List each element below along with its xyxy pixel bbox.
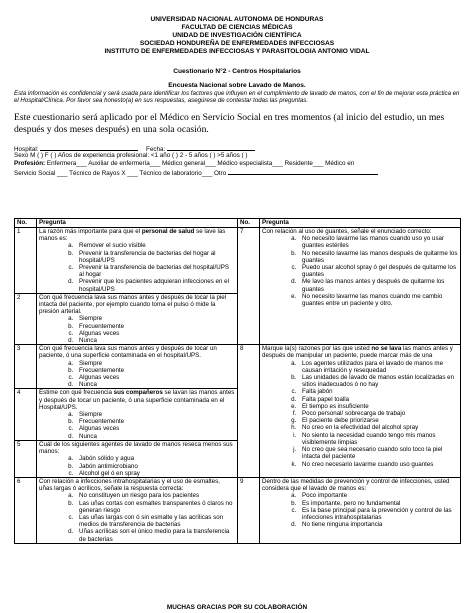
question-text-emphasis: sus compañeros <box>113 389 163 397</box>
question-text-end: se lave las manos es: <box>39 228 226 243</box>
question-number: 2 <box>15 293 37 344</box>
question-text <box>262 478 458 492</box>
question-text <box>39 478 235 492</box>
answer-option[interactable]: c. Falta jabón <box>298 388 458 395</box>
question-cell <box>260 228 461 345</box>
answer-option[interactable]: a. No constituyen un riesgo para los pacientes <box>75 492 235 499</box>
question-text-end: las manos antes y después de manipular un paciente, puede marcar más de una <box>262 345 453 360</box>
question-text-emphasis: no se lava <box>371 345 402 353</box>
question-text-start: La razón más importante para que el <box>39 228 142 235</box>
answer-option[interactable]: b. Frecuentemente <box>75 418 235 425</box>
question-number: 6 <box>15 477 37 543</box>
answer-option[interactable]: d. Nunca <box>75 337 235 344</box>
answer-options <box>262 360 458 468</box>
header-no-left: No. <box>15 219 37 228</box>
question-text-emphasis: personal de salud <box>141 228 195 235</box>
answer-option[interactable]: c. Algunas veces <box>75 330 235 337</box>
question-cell <box>260 477 461 543</box>
answer-option[interactable]: a. Siempre <box>75 360 235 367</box>
question-cell <box>260 345 461 478</box>
table-header-row <box>15 219 461 228</box>
answer-option[interactable]: b. No necesito lavarme las manos después de quitarme los guantes <box>298 250 458 264</box>
header-pregunta-right: Pregunta <box>260 219 461 228</box>
answer-option[interactable]: i. No siento la necesidad cuando tengo mis manos visiblemente limpias <box>298 432 458 446</box>
profesion-label: Profesión: <box>14 160 46 167</box>
answer-option[interactable]: d. Nunca <box>75 381 235 388</box>
hospital-field[interactable] <box>40 144 138 151</box>
otro-field[interactable] <box>228 168 378 175</box>
question-cell <box>37 389 238 440</box>
question-number: 7 <box>238 228 260 345</box>
answer-option[interactable]: c. Algunas veces <box>75 425 235 432</box>
header-line-4: SOCIEDAD HONDUREÑA DE ENFERMEDADES INFECCIOSAS <box>139 40 335 47</box>
question-text <box>39 389 235 411</box>
answer-option[interactable]: g. El paciente debe priorizarse <box>298 417 458 424</box>
answer-option[interactable]: a. Siempre <box>75 411 235 418</box>
answer-option[interactable]: h. No creo en la efectividad del alcohol spray <box>298 424 458 431</box>
question-text-start: Con qué frecuencia lava sus manos antes y después de tocar un paciente, ó una superficie contaminada en el hospital/UPS. <box>39 345 217 360</box>
answer-option[interactable]: c. Alcohol gel ó en spray <box>75 470 235 477</box>
answer-options <box>39 492 235 542</box>
answer-option[interactable]: b. Jabón antimicrobiano <box>75 463 235 470</box>
answer-options <box>39 455 235 477</box>
question-number: 1 <box>15 228 37 294</box>
question-text <box>39 441 235 455</box>
footer-thanks: MUCHAS GRACIAS POR SU COLABORACIÓN <box>166 604 308 611</box>
answer-option[interactable]: d. Uñas acrílicas son el único medio para la transferencia de bacterias <box>75 528 235 542</box>
answer-option[interactable]: b. Prevenir la transferencia de bacterias del hogar al hospital/UPS <box>75 250 235 264</box>
answer-option[interactable]: a. Remover el sucio visible <box>75 242 235 249</box>
answer-option[interactable]: d. Nunca <box>75 433 235 440</box>
answer-options <box>39 411 235 440</box>
question-text <box>39 345 235 359</box>
survey-title: Encuesta Nacional sobre Lavado de Manos. <box>168 82 306 89</box>
answer-option[interactable]: d. Prevenir que los pacientes adquieran infecciones en el hospital/UPS <box>75 278 235 292</box>
question-text <box>262 228 458 235</box>
question-number: 5 <box>15 440 37 477</box>
answer-option[interactable]: a. No necesito lavarme las manos cuando uso yo usar guantes estériles <box>298 235 458 249</box>
question-cell <box>37 228 238 294</box>
question-cell <box>37 440 238 477</box>
answer-option[interactable]: a. Jabón sólido y agua <box>75 455 235 462</box>
answer-option[interactable]: f. Poco personal/ sobrecarga de trabajo <box>298 410 458 417</box>
answer-option[interactable]: a. Siempre <box>75 315 235 322</box>
question-text-start: Marque la(s) razones por las que usted <box>262 345 372 353</box>
header-line-5: INSTITUTO DE ENFERMEDADES INFECCIOSAS Y PARASITOLOGIA ANTONIO VIDAL <box>104 48 370 55</box>
fecha-label: Fecha: <box>146 146 166 153</box>
table-row <box>15 477 461 543</box>
table-row <box>15 228 461 294</box>
answer-option[interactable]: c. Las uñas largas con ó sin esmalte y las acrílicas son medios de transferencia de bacterias <box>75 514 235 528</box>
answer-option[interactable]: b. Las uñas cortas con esmaltes transparentes ó claros no generan riesgo <box>75 500 235 514</box>
servicio-line <box>14 168 464 178</box>
question-text-start: Con relación al uso de guantes, señale el enunciado correcto: <box>262 228 432 235</box>
lead-text: Este cuestionario será aplicado por el Médico en Servicio Social en tres momentos (al inicio del estudio, un mes después y dos meses después) en una sola ocasión. <box>14 112 445 135</box>
answer-option[interactable]: j. No creo que sea necesario cuando solo toco la piel intacta del paciente <box>298 446 458 460</box>
sexo-line: Sexo M ( ) F ( ) Años de experiencia profesional: <1 año ( ) 2 - 5 años ( ) >5 años ( ) <box>14 152 248 159</box>
question-text-start: Con qué frecuencia lava sus manos antes y después de tocar la piel intacta del paciente, por ejemplo cuando toma el pulso ó mide la presión arterial. <box>39 293 227 316</box>
question-text-start: Cuál de los siguientes agentes de lavado de manos reseca menos sus manos: <box>39 440 233 456</box>
table-row <box>15 345 461 389</box>
answer-option[interactable]: c. Puedo usar alcohol spray ó gel después de quitarme los guantes <box>298 264 458 278</box>
answer-options <box>262 235 458 307</box>
answer-option[interactable]: k. No creo necesario lavarme cuando uso guantes <box>298 461 458 468</box>
question-number: 3 <box>15 345 37 389</box>
header-line-1: UNIVERSIDAD NACIONAL AUTONOMA DE HONDURAS <box>150 16 324 23</box>
question-text <box>39 228 235 242</box>
header-pregunta-left: Pregunta <box>37 219 238 228</box>
answer-options <box>262 492 458 528</box>
question-cell <box>37 293 238 344</box>
question-text-start: Con relación a infecciones intrahospitalarias y el uso de esmaltes, uñas largas ó acrílicos, señale la respuesta correcta: <box>39 477 220 493</box>
answer-option[interactable]: c. Prevenir la transferencia de bacterias del hospital/UPS al hogar <box>75 264 235 278</box>
answer-option[interactable]: c. Algunas veces <box>75 374 235 381</box>
question-text <box>262 345 458 359</box>
answer-option[interactable]: b. Las unidades de lavado de manos están localizadas en sitios inadecuados ó no hay <box>298 374 458 388</box>
questions-table <box>14 218 461 544</box>
header-line-2: FACULTAD DE CIENCIAS MÉDICAS <box>181 24 293 31</box>
profesion-line <box>14 160 464 168</box>
question-text-start: Dentro de las medidas de prevención y control de infecciones, usted considera que el lavado de manos es: <box>262 477 450 493</box>
answer-options <box>39 315 235 344</box>
servicio-options: Servicio Social ___ Técnico de Rayos X ___ Técnico de laboratorio___ Otro <box>14 170 227 177</box>
question-text <box>39 294 235 316</box>
profesion-options: Enfermera___ Auxiliar de enfermería___ Médico general___ Médico especialista___ Residente___ Médico en <box>46 160 355 167</box>
intro-text: Esta información es confidencial y será usada para identificar los factores que influyen en el cumplimiento de lavado de manos, con el fin de mejorar esta práctica en el Hospital/Clínica. Por favor sea honesto(a) en sus respuestas, asegúrese de contestar todas las preguntas. <box>14 90 460 105</box>
answer-option[interactable]: c. Es la base principal para la prevención y control de las infecciones intrahospitalarias <box>298 507 458 521</box>
answer-option[interactable]: a. Los agentes utilizados para el lavado de manos me causan irritación y resequedad <box>298 360 458 374</box>
question-number: 4 <box>15 389 37 440</box>
question-cell <box>37 345 238 389</box>
question-text-end: se lavan las manos antes y después de tocar un paciente, ó una superficie contaminada en el Hospital/UPS. <box>39 389 235 411</box>
header-line-3: UNIDAD DE INVESTIGACIÓN CIENTÍFICA <box>172 32 302 39</box>
question-text-start: Estime con qué frecuencia <box>39 389 114 397</box>
answer-option[interactable]: b. Es importante, pero no fundamental <box>298 500 458 507</box>
answer-options <box>39 360 235 389</box>
answer-option[interactable]: d. Me lavo las manos antes y después de quitarme los guantes <box>298 278 458 292</box>
question-number: 9 <box>238 477 260 543</box>
question-cell <box>37 477 238 543</box>
answer-option[interactable]: b. Frecuentemente <box>75 367 235 374</box>
answer-option[interactable]: e. El tiempo es insuficiente <box>298 403 458 410</box>
answer-option[interactable]: e. No necesito lavarme las manos cuando me cambio guantes entre un paciente y otro. <box>298 293 458 307</box>
questionnaire-title: Cuestionario N°2 - Centros Hospitalarios <box>173 68 301 75</box>
answer-option[interactable]: d. Falta papel toalla <box>298 396 458 403</box>
header-no-right: No. <box>238 219 260 228</box>
hospital-label: Hospital: <box>14 146 39 153</box>
fecha-field[interactable] <box>167 144 255 151</box>
answer-option[interactable]: b. Frecuentemente <box>75 323 235 330</box>
answer-options <box>39 242 235 292</box>
answer-option[interactable]: d. No tiene ninguna importancia <box>298 521 458 528</box>
answer-option[interactable]: a. Poco importante <box>298 492 458 499</box>
question-number: 8 <box>238 345 260 478</box>
